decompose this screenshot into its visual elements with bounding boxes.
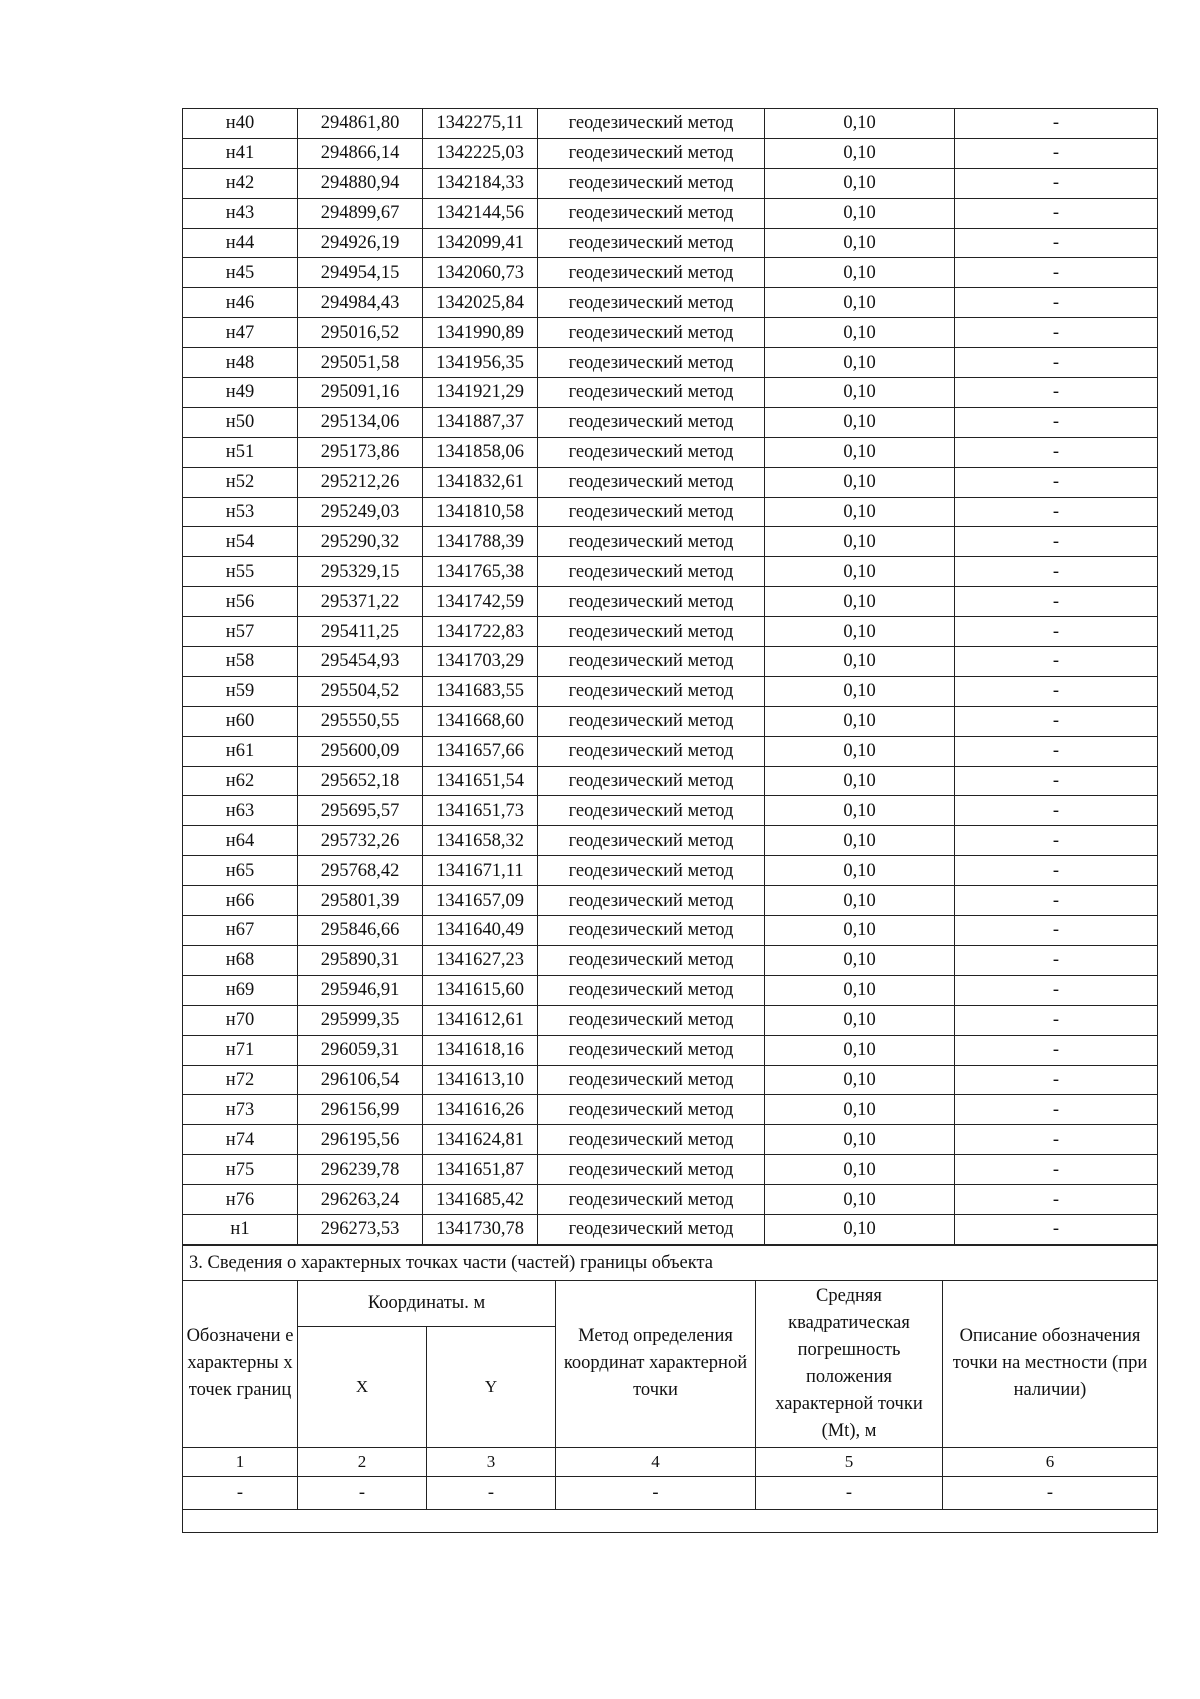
coord-y-cell: 1342099,41 (423, 228, 538, 258)
description-cell: - (955, 288, 1158, 318)
description-cell: - (955, 945, 1158, 975)
coord-y-cell: 1341658,32 (423, 826, 538, 856)
coord-x-cell: 294866,14 (298, 138, 423, 168)
accuracy-cell: 0,10 (765, 437, 955, 467)
coord-x-cell: 295801,39 (298, 886, 423, 916)
description-cell: - (955, 796, 1158, 826)
accuracy-cell: 0,10 (765, 975, 955, 1005)
coord-x-cell: 295652,18 (298, 766, 423, 796)
description-cell: - (955, 1155, 1158, 1185)
description-cell: - (955, 706, 1158, 736)
table-row (183, 168, 1158, 198)
coord-x-cell: 295504,52 (298, 676, 423, 706)
method-cell: геодезический метод (538, 647, 765, 677)
coord-y-cell: 1341788,39 (423, 527, 538, 557)
table-row (183, 736, 1158, 766)
header-designation: Обозначени е характерны х точек границ (183, 1280, 298, 1447)
accuracy-cell: 0,10 (765, 1065, 955, 1095)
method-cell: геодезический метод (538, 1125, 765, 1155)
point-id-cell: н60 (183, 706, 298, 736)
coord-y-cell: 1341613,10 (423, 1065, 538, 1095)
accuracy-cell: 0,10 (765, 318, 955, 348)
method-cell: геодезический метод (538, 766, 765, 796)
method-cell: геодезический метод (538, 109, 765, 139)
description-cell: - (955, 467, 1158, 497)
description-cell: - (955, 1065, 1158, 1095)
description-cell: - (955, 1214, 1158, 1244)
header-method: Метод определения координат характерной точки (556, 1280, 756, 1447)
point-id-cell: н46 (183, 288, 298, 318)
point-id-cell: н64 (183, 826, 298, 856)
point-id-cell: н55 (183, 557, 298, 587)
method-cell: геодезический метод (538, 617, 765, 647)
table-row (183, 288, 1158, 318)
column-number: 5 (756, 1447, 943, 1476)
coord-x-cell: 295212,26 (298, 467, 423, 497)
section-title: 3. Сведения о характерных точках части (частей) границы объекта (183, 1245, 1158, 1280)
method-cell: геодезический метод (538, 318, 765, 348)
point-id-cell: н54 (183, 527, 298, 557)
description-cell: - (955, 258, 1158, 288)
header-accuracy: Средняя квадратическая погрешность положения характерной точки (Mt), м (756, 1280, 943, 1447)
coord-y-cell: 1341703,29 (423, 647, 538, 677)
table-footer-row (183, 1509, 1158, 1532)
coord-y-cell: 1341887,37 (423, 407, 538, 437)
column-number: 6 (943, 1447, 1158, 1476)
description-cell: - (955, 916, 1158, 946)
accuracy-cell: 0,10 (765, 467, 955, 497)
point-id-cell: н1 (183, 1214, 298, 1244)
point-id-cell: н63 (183, 796, 298, 826)
description-cell: - (955, 826, 1158, 856)
table-row (183, 228, 1158, 258)
method-cell: геодезический метод (538, 348, 765, 378)
accuracy-cell: 0,10 (765, 587, 955, 617)
method-cell: геодезический метод (538, 228, 765, 258)
header-description: Описание обозначения точки на местности (при наличии) (943, 1280, 1158, 1447)
coord-y-cell: 1342060,73 (423, 258, 538, 288)
coord-x-cell: 295695,57 (298, 796, 423, 826)
empty-cell: - (756, 1476, 943, 1509)
point-id-cell: н65 (183, 856, 298, 886)
description-cell: - (955, 109, 1158, 139)
accuracy-cell: 0,10 (765, 796, 955, 826)
table-row (183, 437, 1158, 467)
coord-y-cell: 1342025,84 (423, 288, 538, 318)
point-id-cell: н43 (183, 198, 298, 228)
accuracy-cell: 0,10 (765, 647, 955, 677)
column-number: 3 (427, 1447, 556, 1476)
table-row (183, 617, 1158, 647)
description-cell: - (955, 497, 1158, 527)
table-row (183, 1185, 1158, 1215)
description-cell: - (955, 975, 1158, 1005)
accuracy-cell: 0,10 (765, 736, 955, 766)
boundary-points-table (182, 108, 1158, 1245)
coord-y-cell: 1342225,03 (423, 138, 538, 168)
column-number: 2 (298, 1447, 427, 1476)
coord-x-cell: 295249,03 (298, 497, 423, 527)
point-id-cell: н58 (183, 647, 298, 677)
column-number: 4 (556, 1447, 756, 1476)
header-coordinates: Координаты. м (298, 1280, 556, 1326)
table-row (183, 467, 1158, 497)
method-cell: геодезический метод (538, 467, 765, 497)
point-id-cell: н52 (183, 467, 298, 497)
accuracy-cell: 0,10 (765, 407, 955, 437)
table-row (183, 527, 1158, 557)
method-cell: геодезический метод (538, 1214, 765, 1244)
coord-y-cell: 1341683,55 (423, 676, 538, 706)
coord-y-cell: 1341651,73 (423, 796, 538, 826)
method-cell: геодезический метод (538, 1155, 765, 1185)
accuracy-cell: 0,10 (765, 676, 955, 706)
description-cell: - (955, 1005, 1158, 1035)
coord-x-cell: 295329,15 (298, 557, 423, 587)
coord-x-cell: 295732,26 (298, 826, 423, 856)
method-cell: геодезический метод (538, 437, 765, 467)
empty-cell: - (298, 1476, 427, 1509)
coord-y-cell: 1341742,59 (423, 587, 538, 617)
point-id-cell: н47 (183, 318, 298, 348)
coord-x-cell: 295290,32 (298, 527, 423, 557)
empty-cell: - (183, 1476, 298, 1509)
coord-y-cell: 1342275,11 (423, 109, 538, 139)
description-cell: - (955, 766, 1158, 796)
coord-x-cell: 295173,86 (298, 437, 423, 467)
point-id-cell: н56 (183, 587, 298, 617)
point-id-cell: н44 (183, 228, 298, 258)
point-id-cell: н74 (183, 1125, 298, 1155)
accuracy-cell: 0,10 (765, 1185, 955, 1215)
point-id-cell: н68 (183, 945, 298, 975)
coord-x-cell: 295134,06 (298, 407, 423, 437)
method-cell: геодезический метод (538, 168, 765, 198)
coord-x-cell: 294954,15 (298, 258, 423, 288)
point-id-cell: н75 (183, 1155, 298, 1185)
description-cell: - (955, 407, 1158, 437)
coord-x-cell: 295051,58 (298, 348, 423, 378)
coord-x-cell: 295411,25 (298, 617, 423, 647)
coord-y-cell: 1341615,60 (423, 975, 538, 1005)
coord-x-cell: 295454,93 (298, 647, 423, 677)
method-cell: геодезический метод (538, 138, 765, 168)
table-row (183, 318, 1158, 348)
coord-y-cell: 1341627,23 (423, 945, 538, 975)
coord-y-cell: 1341618,16 (423, 1035, 538, 1065)
point-id-cell: н49 (183, 378, 298, 408)
method-cell: геодезический метод (538, 1095, 765, 1125)
header-y: Y (427, 1326, 556, 1447)
accuracy-cell: 0,10 (765, 378, 955, 408)
method-cell: геодезический метод (538, 945, 765, 975)
coord-x-cell: 294984,43 (298, 288, 423, 318)
table-row (183, 1155, 1158, 1185)
coord-x-cell: 295890,31 (298, 945, 423, 975)
accuracy-cell: 0,10 (765, 945, 955, 975)
description-cell: - (955, 587, 1158, 617)
coord-y-cell: 1341612,61 (423, 1005, 538, 1035)
coord-x-cell: 296239,78 (298, 1155, 423, 1185)
accuracy-cell: 0,10 (765, 1035, 955, 1065)
description-cell: - (955, 198, 1158, 228)
coord-x-cell: 296106,54 (298, 1065, 423, 1095)
method-cell: геодезический метод (538, 378, 765, 408)
table-row (183, 826, 1158, 856)
method-cell: геодезический метод (538, 736, 765, 766)
accuracy-cell: 0,10 (765, 109, 955, 139)
header-x: X (298, 1326, 427, 1447)
method-cell: геодезический метод (538, 407, 765, 437)
point-id-cell: н50 (183, 407, 298, 437)
table-row (183, 886, 1158, 916)
point-id-cell: н48 (183, 348, 298, 378)
description-cell: - (955, 617, 1158, 647)
method-cell: геодезический метод (538, 916, 765, 946)
description-cell: - (955, 736, 1158, 766)
description-cell: - (955, 1095, 1158, 1125)
accuracy-cell: 0,10 (765, 886, 955, 916)
coord-y-cell: 1341651,87 (423, 1155, 538, 1185)
accuracy-cell: 0,10 (765, 138, 955, 168)
accuracy-cell: 0,10 (765, 348, 955, 378)
coord-x-cell: 296195,56 (298, 1125, 423, 1155)
table-row (183, 796, 1158, 826)
table-row (183, 1214, 1158, 1244)
coord-x-cell: 295946,91 (298, 975, 423, 1005)
point-id-cell: н51 (183, 437, 298, 467)
method-cell: геодезический метод (538, 706, 765, 736)
table-row (183, 378, 1158, 408)
description-cell: - (955, 228, 1158, 258)
point-id-cell: н70 (183, 1005, 298, 1035)
table-row (183, 1095, 1158, 1125)
accuracy-cell: 0,10 (765, 856, 955, 886)
coord-x-cell: 294926,19 (298, 228, 423, 258)
part-boundary-points-table (182, 1245, 1158, 1533)
coord-y-cell: 1341730,78 (423, 1214, 538, 1244)
coord-x-cell: 294899,67 (298, 198, 423, 228)
accuracy-cell: 0,10 (765, 706, 955, 736)
method-cell: геодезический метод (538, 975, 765, 1005)
table-row (183, 198, 1158, 228)
coord-y-cell: 1341651,54 (423, 766, 538, 796)
coord-y-cell: 1341956,35 (423, 348, 538, 378)
table-row (183, 587, 1158, 617)
method-cell: геодезический метод (538, 1185, 765, 1215)
method-cell: геодезический метод (538, 1065, 765, 1095)
description-cell: - (955, 856, 1158, 886)
empty-cell: - (427, 1476, 556, 1509)
coord-x-cell: 295371,22 (298, 587, 423, 617)
coord-y-cell: 1341624,81 (423, 1125, 538, 1155)
description-cell: - (955, 138, 1158, 168)
coord-x-cell: 296263,24 (298, 1185, 423, 1215)
table-row (183, 407, 1158, 437)
coord-y-cell: 1341668,60 (423, 706, 538, 736)
accuracy-cell: 0,10 (765, 198, 955, 228)
coord-x-cell: 295768,42 (298, 856, 423, 886)
point-id-cell: н57 (183, 617, 298, 647)
coord-x-cell: 295091,16 (298, 378, 423, 408)
coord-x-cell: 296273,53 (298, 1214, 423, 1244)
empty-cell: - (943, 1476, 1158, 1509)
description-cell: - (955, 1185, 1158, 1215)
coord-y-cell: 1341616,26 (423, 1095, 538, 1125)
coord-y-cell: 1341858,06 (423, 437, 538, 467)
description-cell: - (955, 168, 1158, 198)
description-cell: - (955, 348, 1158, 378)
accuracy-cell: 0,10 (765, 1005, 955, 1035)
accuracy-cell: 0,10 (765, 1125, 955, 1155)
point-id-cell: н53 (183, 497, 298, 527)
table-row (183, 856, 1158, 886)
method-cell: геодезический метод (538, 288, 765, 318)
description-cell: - (955, 1035, 1158, 1065)
description-cell: - (955, 1125, 1158, 1155)
coord-y-cell: 1341722,83 (423, 617, 538, 647)
accuracy-cell: 0,10 (765, 1155, 955, 1185)
coord-y-cell: 1341657,66 (423, 736, 538, 766)
accuracy-cell: 0,10 (765, 826, 955, 856)
point-id-cell: н67 (183, 916, 298, 946)
point-id-cell: н61 (183, 736, 298, 766)
coord-y-cell: 1341685,42 (423, 1185, 538, 1215)
boundary-points-body (183, 109, 1158, 1245)
table-row (183, 945, 1158, 975)
coord-y-cell: 1342184,33 (423, 168, 538, 198)
point-id-cell: н71 (183, 1035, 298, 1065)
accuracy-cell: 0,10 (765, 497, 955, 527)
table-row (183, 258, 1158, 288)
coord-x-cell: 295550,55 (298, 706, 423, 736)
description-cell: - (955, 437, 1158, 467)
table-row (183, 1005, 1158, 1035)
method-cell: геодезический метод (538, 497, 765, 527)
empty-cell: - (556, 1476, 756, 1509)
accuracy-cell: 0,10 (765, 228, 955, 258)
accuracy-cell: 0,10 (765, 258, 955, 288)
method-cell: геодезический метод (538, 886, 765, 916)
coord-y-cell: 1341671,11 (423, 856, 538, 886)
coord-y-cell: 1341990,89 (423, 318, 538, 348)
method-cell: геодезический метод (538, 198, 765, 228)
accuracy-cell: 0,10 (765, 1095, 955, 1125)
coord-x-cell: 295600,09 (298, 736, 423, 766)
coord-y-cell: 1342144,56 (423, 198, 538, 228)
point-id-cell: н62 (183, 766, 298, 796)
coord-y-cell: 1341765,38 (423, 557, 538, 587)
table-row (183, 676, 1158, 706)
table-row (183, 348, 1158, 378)
description-cell: - (955, 378, 1158, 408)
method-cell: геодезический метод (538, 796, 765, 826)
point-id-cell: н45 (183, 258, 298, 288)
table-row (183, 138, 1158, 168)
coord-y-cell: 1341657,09 (423, 886, 538, 916)
accuracy-cell: 0,10 (765, 527, 955, 557)
accuracy-cell: 0,10 (765, 766, 955, 796)
coord-x-cell: 296156,99 (298, 1095, 423, 1125)
table-row (183, 557, 1158, 587)
point-id-cell: н69 (183, 975, 298, 1005)
method-cell: геодезический метод (538, 1005, 765, 1035)
accuracy-cell: 0,10 (765, 288, 955, 318)
description-cell: - (955, 886, 1158, 916)
table-row (183, 916, 1158, 946)
method-cell: геодезический метод (538, 557, 765, 587)
table-row (183, 647, 1158, 677)
method-cell: геодезический метод (538, 527, 765, 557)
coord-x-cell: 294861,80 (298, 109, 423, 139)
point-id-cell: н76 (183, 1185, 298, 1215)
accuracy-cell: 0,10 (765, 916, 955, 946)
table-row (183, 497, 1158, 527)
point-id-cell: н73 (183, 1095, 298, 1125)
description-cell: - (955, 527, 1158, 557)
method-cell: геодезический метод (538, 1035, 765, 1065)
method-cell: геодезический метод (538, 676, 765, 706)
coord-x-cell: 294880,94 (298, 168, 423, 198)
description-cell: - (955, 557, 1158, 587)
point-id-cell: н66 (183, 886, 298, 916)
accuracy-cell: 0,10 (765, 1214, 955, 1244)
method-cell: геодезический метод (538, 826, 765, 856)
table-row (183, 109, 1158, 139)
accuracy-cell: 0,10 (765, 617, 955, 647)
coord-x-cell: 295846,66 (298, 916, 423, 946)
point-id-cell: н42 (183, 168, 298, 198)
point-id-cell: н59 (183, 676, 298, 706)
coord-x-cell: 295016,52 (298, 318, 423, 348)
accuracy-cell: 0,10 (765, 557, 955, 587)
description-cell: - (955, 318, 1158, 348)
table-row (183, 975, 1158, 1005)
column-number: 1 (183, 1447, 298, 1476)
method-cell: геодезический метод (538, 587, 765, 617)
coord-x-cell: 295999,35 (298, 1005, 423, 1035)
method-cell: геодезический метод (538, 856, 765, 886)
coord-y-cell: 1341810,58 (423, 497, 538, 527)
table-row (183, 1035, 1158, 1065)
coord-y-cell: 1341921,29 (423, 378, 538, 408)
table-row (183, 706, 1158, 736)
table-row (183, 1065, 1158, 1095)
point-id-cell: н41 (183, 138, 298, 168)
table-row (183, 1125, 1158, 1155)
description-cell: - (955, 647, 1158, 677)
point-id-cell: н40 (183, 109, 298, 139)
description-cell: - (955, 676, 1158, 706)
accuracy-cell: 0,10 (765, 168, 955, 198)
table-row (183, 766, 1158, 796)
coord-y-cell: 1341640,49 (423, 916, 538, 946)
method-cell: геодезический метод (538, 258, 765, 288)
point-id-cell: н72 (183, 1065, 298, 1095)
coord-y-cell: 1341832,61 (423, 467, 538, 497)
coord-x-cell: 296059,31 (298, 1035, 423, 1065)
document-page (182, 108, 1157, 1533)
